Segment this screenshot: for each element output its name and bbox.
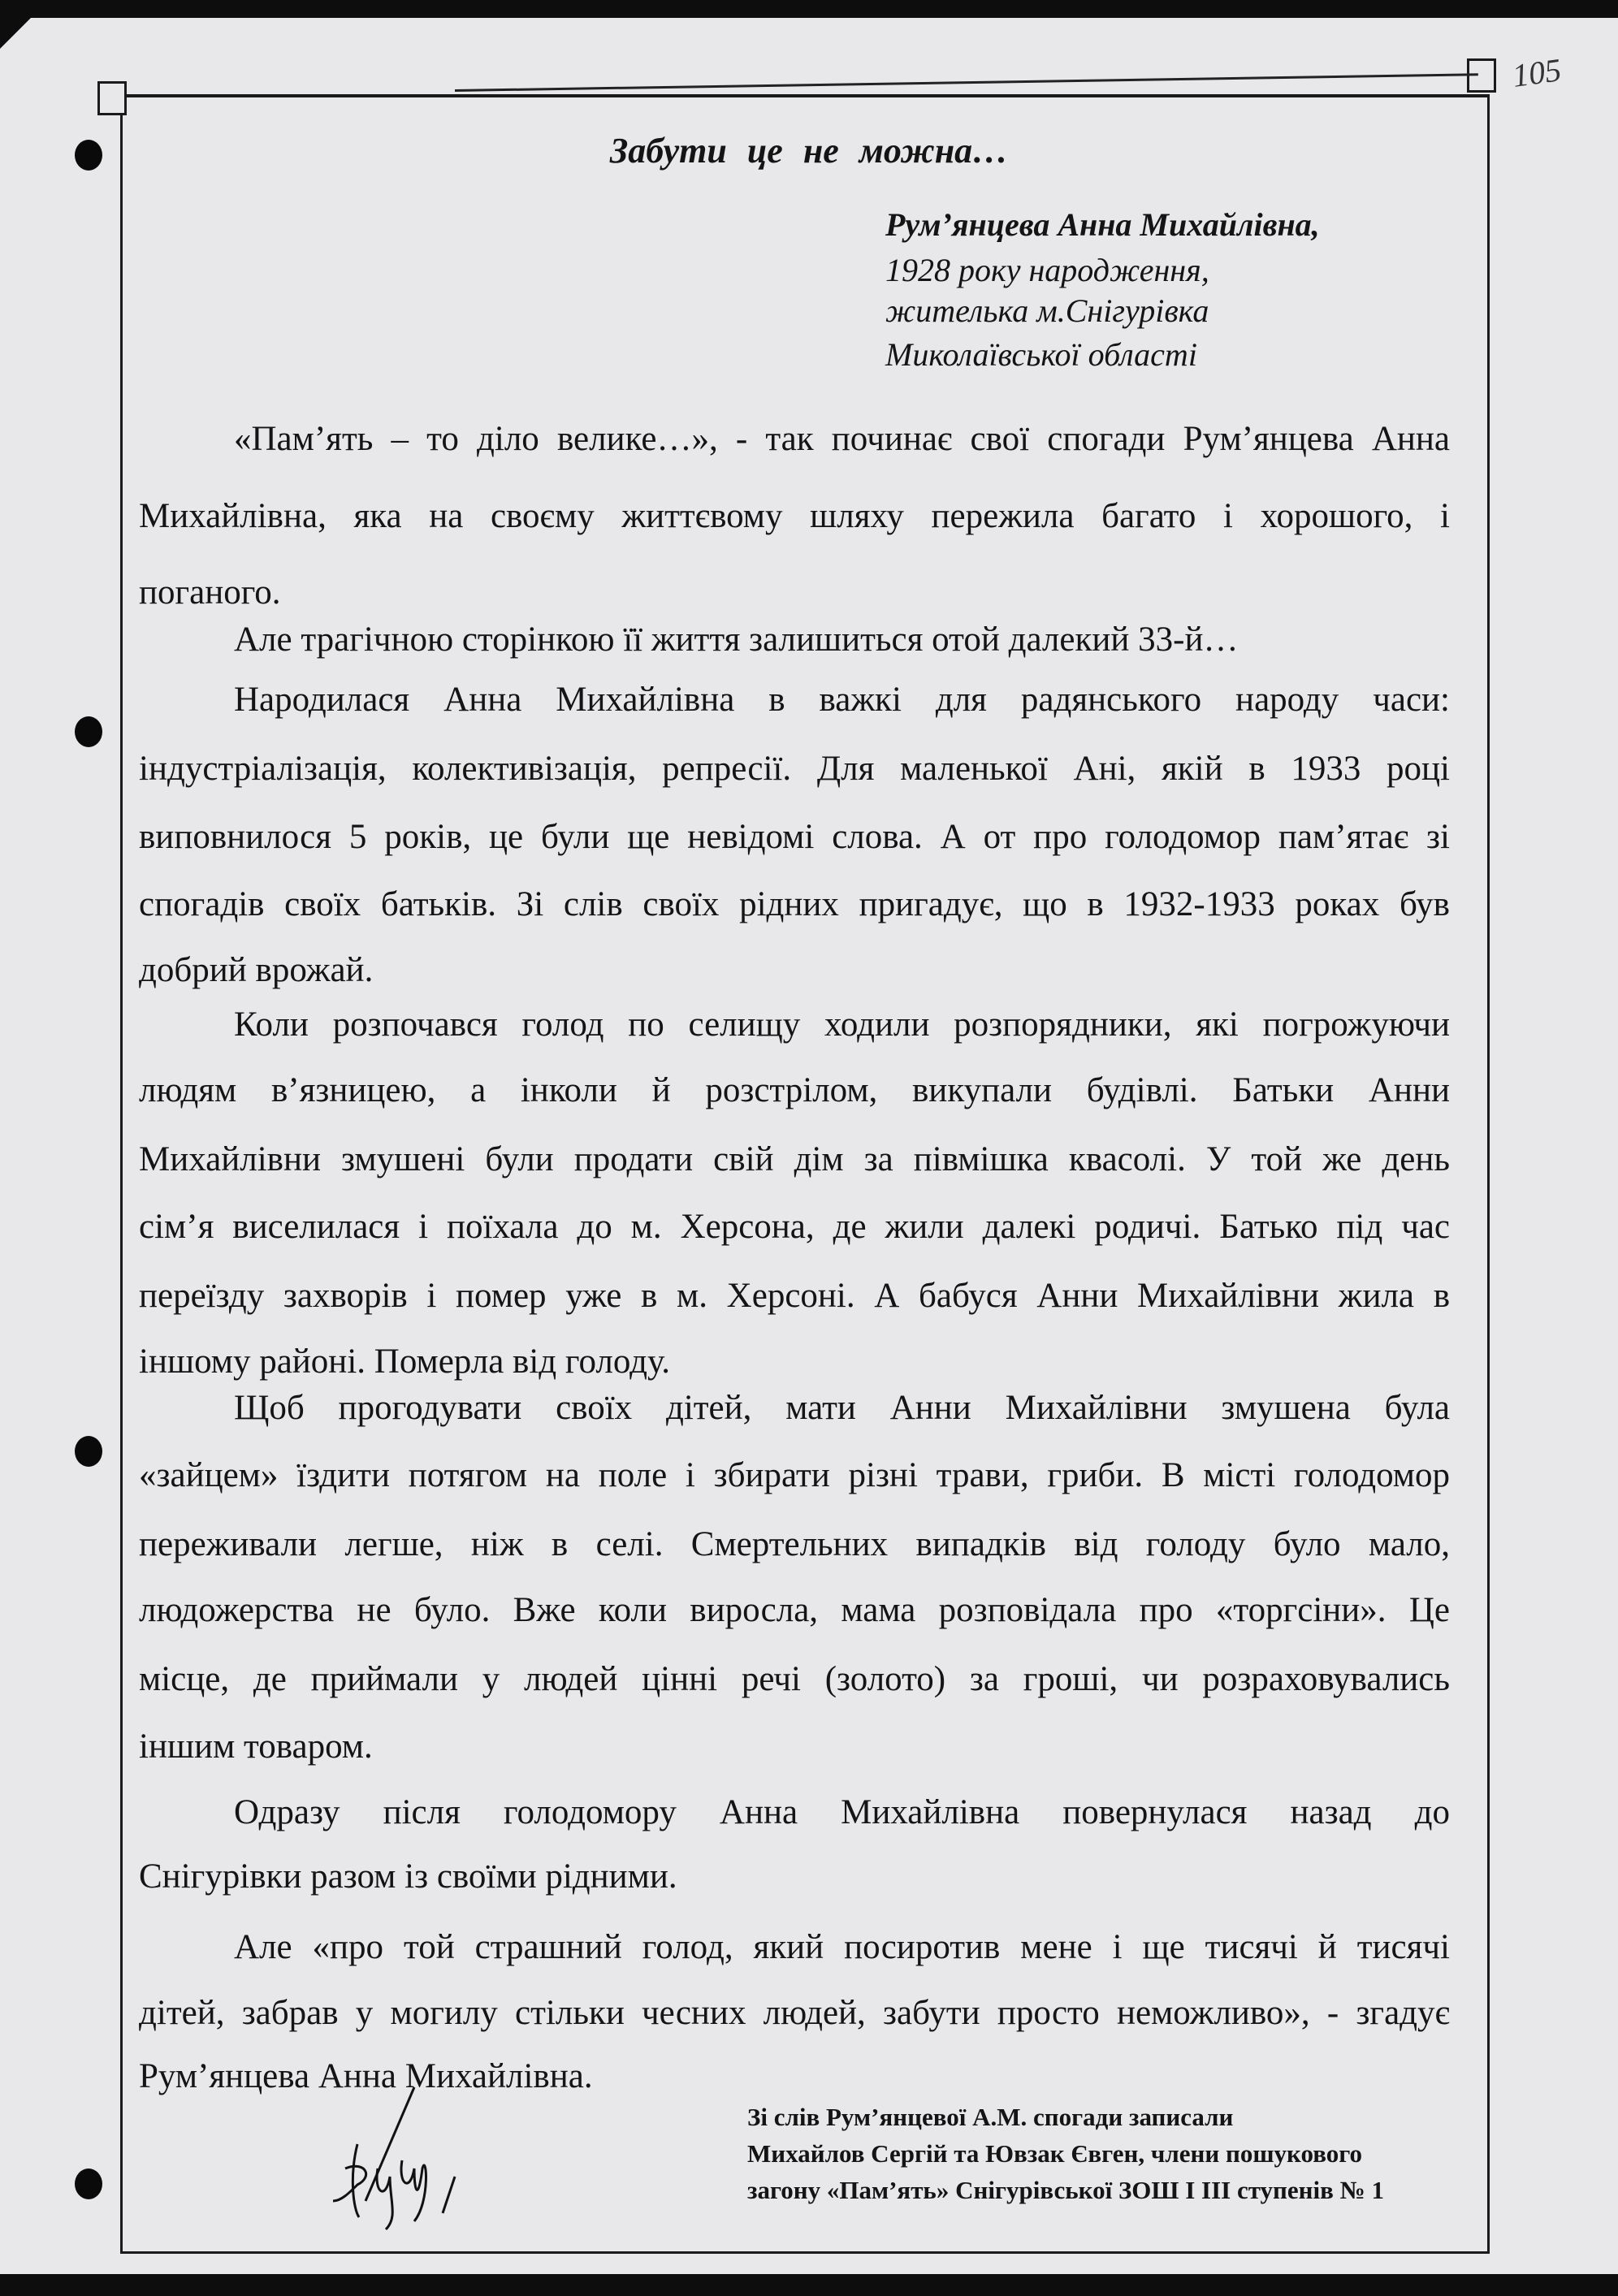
- frame-corner: [97, 81, 127, 115]
- body-line: Коли розпочався голод по селищу ходили розпорядники, які погрожуючи: [234, 1005, 1450, 1044]
- body-line: Михайлівна, яка на своєму життєвому шляху пережила багато і хорошого, і: [139, 497, 1450, 535]
- body-line: індустріалізація, колективізація, репресії. Для маленької Ані, якій в 1933 році: [139, 750, 1450, 788]
- body-line: Одразу після голодомору Анна Михайлівна повернулася назад до: [234, 1793, 1450, 1831]
- body-line: людожерства не було. Вже коли виросла, мама розповідала про «торгсіни». Це: [139, 1591, 1450, 1629]
- punch-hole: [75, 1436, 102, 1467]
- document-title: Забути це не можна…: [609, 131, 1009, 171]
- page-number: 105: [1510, 51, 1564, 94]
- body-line: місце, де приймали у людей цінні речі (золото) за гроші, чи розраховувались: [139, 1660, 1450, 1698]
- body-line: спогадів своїх батьків. Зі слів своїх рідних пригадує, що в 1932-1933 роках був: [139, 885, 1450, 923]
- author-name: Рум’янцева Анна Михайлівна,: [885, 206, 1320, 243]
- author-birth: 1928 року народження,: [885, 252, 1209, 288]
- body-line: людям в’язницею, а інколи й розстрілом, викупали будівлі. Батьки Анни: [139, 1071, 1450, 1109]
- body-line: поганого.: [139, 573, 281, 612]
- body-line: виповнилося 5 років, це були ще невідомі слова. А от про голодомор пам’ятає зі: [139, 818, 1450, 856]
- body-line: «Пам’ять – то діло велике…», - так починає свої спогади Рум’янцева Анна: [234, 420, 1450, 458]
- author-residence: жителька м.Снігурівка: [885, 292, 1209, 329]
- footer-line: Михайлов Сергій та Ювзак Євген, члени пошукового: [747, 2139, 1363, 2168]
- body-line: Щоб прогодувати своїх дітей, мати Анни Михайлівни змушена була: [234, 1389, 1450, 1427]
- punch-hole: [75, 716, 102, 747]
- body-line: «зайцем» їздити потягом на поле і збирати різні трави, гриби. В місті голодомор: [139, 1456, 1450, 1494]
- body-line: дітей, забрав у могилу стільки чесних людей, забути просто неможливо», - згадує: [139, 1994, 1450, 2032]
- body-line: іншим товаром.: [139, 1727, 373, 1766]
- footer-line: Зі слів Рум’янцевої А.М. спогади записали: [747, 2103, 1234, 2131]
- body-line: Рум’янцева Анна Михайлівна.: [139, 2057, 593, 2095]
- body-line: Але трагічною сторінкою її життя залишиться отой далекий 33-й…: [234, 620, 1239, 659]
- body-line: Михайлівни змушені були продати свій дім за півмішка квасолі. У той же день: [139, 1140, 1450, 1178]
- handwritten-signature: [309, 2079, 520, 2242]
- footer-line: загону «Пам’ять» Снігурівської ЗОШ І ІІІ ступенів № 1: [747, 2176, 1385, 2204]
- body-line: іншому районі. Померла від голоду.: [139, 1343, 670, 1381]
- body-line: Але «про той страшний голод, який посиротив мене і ще тисячі й тисячі: [234, 1928, 1450, 1966]
- body-line: Народилася Анна Михайлівна в важкі для радянського народу часи:: [234, 681, 1450, 719]
- punch-hole: [75, 2168, 102, 2199]
- author-region: Миколаївської області: [885, 336, 1197, 373]
- body-line: сім’я виселилася і поїхала до м. Херсона, де жили далекі родичі. Батько під час: [139, 1208, 1450, 1246]
- body-line: добрий врожай.: [139, 951, 374, 989]
- body-line: Снігурівки разом із своїми рідними.: [139, 1857, 677, 1896]
- body-line: переживали легше, ніж в селі. Смертельних випадків від голоду було мало,: [139, 1525, 1450, 1563]
- body-line: переїзду захворів і помер уже в м. Херсоні. А бабуся Анни Михайлівни жила в: [139, 1277, 1450, 1315]
